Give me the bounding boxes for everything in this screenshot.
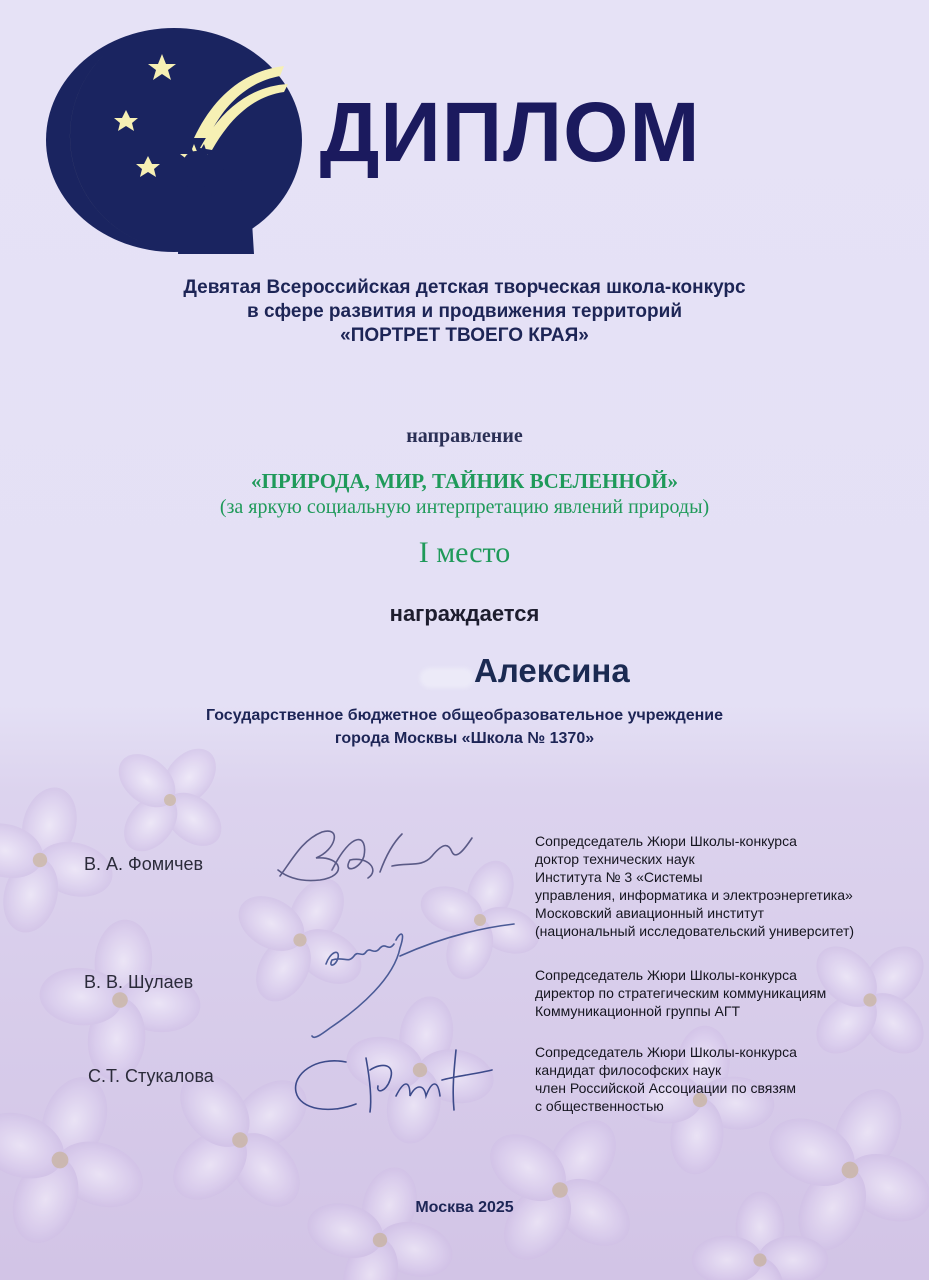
role-line: кандидат философских наук: [535, 1062, 722, 1078]
role-line: член Российской Ассоциации по связям: [535, 1080, 796, 1096]
direction-note: (за яркую социальную интерпретацию явлений природы): [219, 496, 710, 518]
role-line: Сопредседатель Жюри Школы-конкурса: [535, 967, 797, 983]
signature-2: [300, 918, 520, 1042]
role-line: директор по стратегическим коммуникациям: [535, 985, 827, 1001]
signatory-name-3: С.Т. Стукалова: [88, 1066, 214, 1086]
institution-line-1: Государственное бюджетное общеобразовательное учреждение: [205, 707, 724, 724]
signature-3: [286, 1040, 496, 1124]
role-line: Института № 3 «Системы: [535, 869, 703, 885]
contest-line-1: Девятая Всероссийская детская творческая школа-конкурс: [183, 277, 746, 298]
diploma-title: ДИПЛОМ: [319, 85, 701, 179]
signatory-role-3: [535, 1043, 915, 1115]
contest-line-3: «ПОРТРЕТ ТВОЕГО КРАЯ»: [340, 325, 589, 346]
role-line: с общественностью: [535, 1098, 664, 1114]
moon-stars-children-logo: [44, 26, 304, 254]
signatory-name-2: В. В. Шулаев: [84, 972, 194, 992]
recipient-name: Алексина: [474, 652, 630, 689]
contest-line-2: в сфере развития и продвижения территорий: [247, 301, 682, 322]
role-line: (национальный исследовательский университет): [535, 923, 855, 939]
role-line: Коммуникационной группы АГТ: [535, 1003, 741, 1019]
institution-line-2: города Москвы «Школа № 1370»: [334, 730, 595, 747]
role-line: доктор технических наук: [535, 851, 695, 867]
role-line: Московский авиационный институт: [535, 905, 765, 921]
direction-label: направление: [406, 425, 523, 447]
signatory-name-1: В. А. Фомичев: [84, 854, 204, 874]
role-line: управления, информатика и электроэнергетика»: [535, 887, 853, 903]
footer-city-year: Москва 2025: [415, 1199, 514, 1216]
role-line: Сопредседатель Жюри Школы-конкурса: [535, 833, 797, 849]
redacted-name-blur: [420, 668, 474, 688]
direction-name: «ПРИРОДА, МИР, ТАЙНИК ВСЕЛЕННОЙ»: [251, 469, 678, 493]
signatory-role-1: [535, 832, 915, 940]
role-line: Сопредседатель Жюри Школы-конкурса: [535, 1044, 797, 1060]
place: I место: [418, 536, 511, 569]
signatory-role-2: [535, 966, 915, 1020]
signature-1: [272, 820, 482, 890]
awarded-label: награждается: [389, 601, 540, 626]
